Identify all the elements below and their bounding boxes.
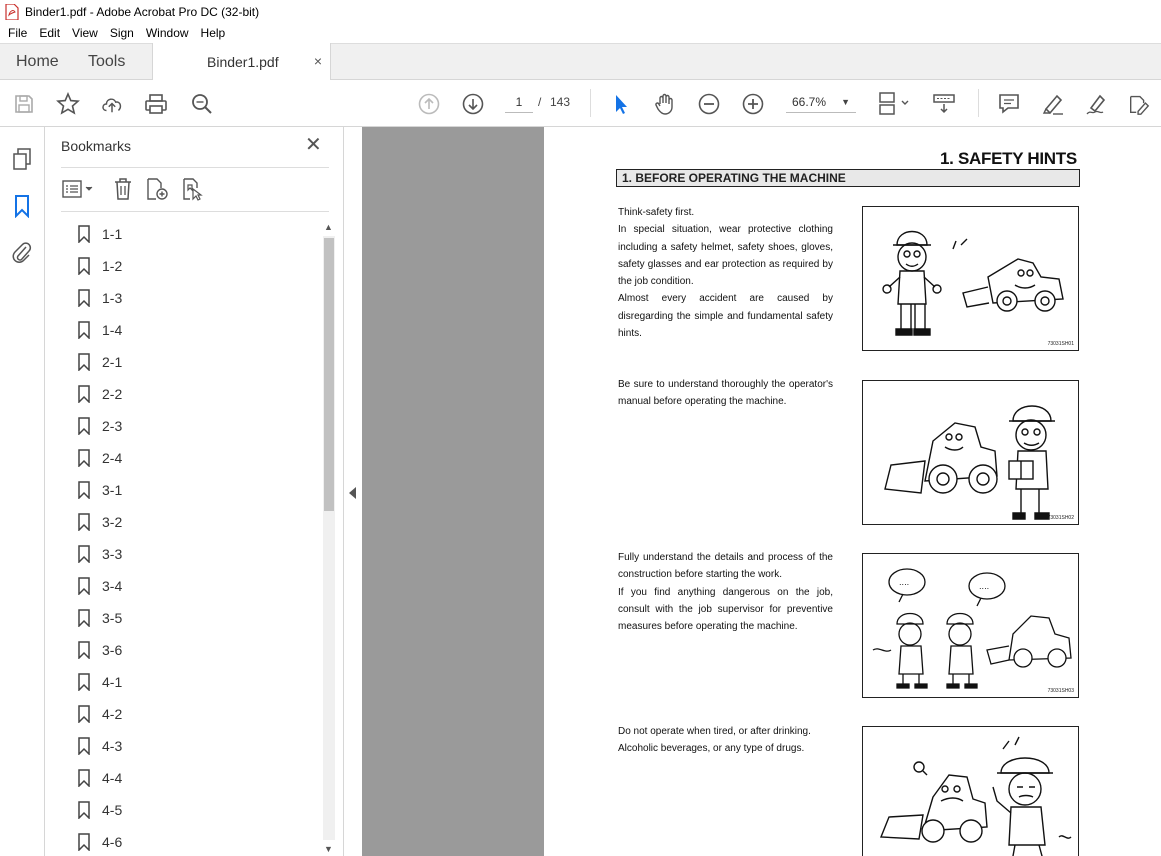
- menu-file[interactable]: File: [8, 26, 28, 40]
- bookmark-item[interactable]: [77, 701, 122, 727]
- save-icon[interactable]: [12, 92, 36, 116]
- bookmarks-panel-title: Bookmarks: [61, 138, 132, 154]
- document-viewer[interactable]: [362, 127, 1161, 856]
- text-block: [618, 549, 833, 635]
- zoom-level-dropdown[interactable]: [786, 91, 856, 113]
- attachment-paperclip-icon[interactable]: [10, 240, 34, 264]
- bookmark-item[interactable]: [77, 637, 122, 663]
- pdf-page: [544, 127, 1161, 856]
- bookmark-icon: [77, 321, 91, 339]
- select-cursor-icon[interactable]: [609, 92, 633, 116]
- bookmark-item[interactable]: [77, 669, 122, 695]
- panel-divider: [61, 211, 329, 212]
- scroll-down-icon[interactable]: ▼: [324, 844, 333, 854]
- comment-icon[interactable]: [997, 92, 1021, 116]
- tab-home[interactable]: Home: [16, 53, 59, 70]
- bookmark-label: 1-3: [102, 290, 123, 306]
- paragraph: Fully understand the details and process of the construction before starting the work.: [618, 552, 833, 581]
- bookmark-label: 3-2: [102, 514, 123, 530]
- bookmark-item[interactable]: [77, 221, 122, 247]
- tab-tools[interactable]: Tools: [88, 53, 126, 70]
- bookmark-label: 1-2: [102, 258, 123, 274]
- cloud-upload-icon[interactable]: [100, 92, 124, 116]
- bookmark-icon: [77, 225, 91, 243]
- bookmark-item[interactable]: [77, 285, 122, 311]
- hand-tool-icon[interactable]: [653, 92, 677, 116]
- bookmark-item[interactable]: [77, 445, 122, 471]
- scroll-up-icon[interactable]: ▲: [324, 222, 333, 232]
- bookmark-item[interactable]: [77, 573, 122, 599]
- bookmark-label: 2-3: [102, 418, 123, 434]
- bookmark-label: 1-1: [102, 226, 123, 242]
- bookmark-item[interactable]: [77, 413, 122, 439]
- bookmark-label: 4-1: [102, 674, 123, 690]
- menu-view[interactable]: View: [72, 26, 98, 40]
- bookmark-item[interactable]: [77, 797, 122, 823]
- bookmarks-toolbar: [61, 175, 329, 205]
- tab-document[interactable]: [152, 43, 331, 80]
- illustration-tired-worker: [862, 726, 1079, 856]
- bookmark-item[interactable]: [77, 381, 122, 407]
- bookmark-label: 2-2: [102, 386, 123, 402]
- bookmark-label: 4-2: [102, 706, 123, 722]
- paragraph: In special situation, wear protective clothing including a safety helmet, safety shoes, gloves, safety glasses and ear protection as required by the job condition.: [618, 224, 833, 288]
- bookmark-icon: [77, 257, 91, 275]
- bookmark-item[interactable]: [77, 317, 122, 343]
- navigation-rail: [0, 127, 45, 856]
- toolbar-divider: [590, 89, 591, 117]
- page-heading: 1. SAFETY HINTS: [940, 149, 1077, 168]
- tab-document-label: Binder1.pdf: [207, 54, 279, 70]
- bookmarks-panel: [45, 127, 344, 856]
- bookmark-icon: [77, 449, 91, 467]
- bookmark-icon: [77, 673, 91, 691]
- page-thumbnails-icon[interactable]: [10, 147, 34, 171]
- bookmark-icon: [77, 385, 91, 403]
- find-bookmark-icon[interactable]: [181, 177, 205, 201]
- bookmark-list: [45, 218, 325, 856]
- bookmark-icon: [77, 641, 91, 659]
- tab-bar: [0, 43, 1161, 80]
- title-bar: [0, 0, 1161, 23]
- menu-sign[interactable]: Sign: [109, 26, 134, 40]
- illustration-worker-and-loader: [862, 206, 1079, 351]
- bookmark-icon: [77, 769, 91, 787]
- bookmark-icon: [77, 737, 91, 755]
- menu-edit[interactable]: Edit: [39, 26, 61, 40]
- edit-pdf-icon[interactable]: [1127, 92, 1151, 116]
- bookmark-icon: [77, 577, 91, 595]
- panel-divider: [61, 167, 329, 168]
- zoom-in-icon[interactable]: [741, 92, 765, 116]
- bookmark-icon: [77, 545, 91, 563]
- bookmark-item[interactable]: [77, 253, 122, 279]
- zoom-out-icon[interactable]: [697, 92, 721, 116]
- menu-bar: [0, 23, 1161, 43]
- main-toolbar: [0, 80, 1161, 127]
- bookmark-icon: [77, 705, 91, 723]
- bookmark-label: 3-3: [102, 546, 123, 562]
- zoom-level-value: 66.7%: [792, 95, 827, 109]
- new-bookmark-icon[interactable]: [145, 177, 169, 201]
- bookmark-options-icon[interactable]: [61, 177, 97, 201]
- bookmark-label: 4-3: [102, 738, 123, 754]
- illustration-operator-manual: [862, 380, 1079, 525]
- bookmark-icon: [77, 289, 91, 307]
- acrobat-app-icon: [5, 4, 19, 20]
- paragraph: Think-safety first.: [618, 207, 695, 218]
- bookmark-icon: [77, 417, 91, 435]
- text-block: [618, 376, 833, 411]
- toolbar-divider: [978, 89, 979, 117]
- paragraph: Do not operate when tired, or after drinking.: [618, 726, 811, 737]
- bookmark-panel-icon[interactable]: [10, 194, 34, 218]
- paragraph: Be sure to understand thoroughly the operator's manual before operating the machine.: [618, 379, 833, 408]
- close-icon[interactable]: ✕: [305, 134, 322, 156]
- bookmark-item[interactable]: [77, 733, 122, 759]
- sign-pen-icon[interactable]: [1085, 92, 1109, 116]
- section-title: 1. BEFORE OPERATING THE MACHINE: [616, 169, 1080, 187]
- bookmark-label: 3-4: [102, 578, 123, 594]
- bookmark-item[interactable]: [77, 765, 122, 791]
- bookmark-icon: [77, 801, 91, 819]
- bookmark-label: 4-4: [102, 770, 123, 786]
- bookmark-label: 2-1: [102, 354, 123, 370]
- bookmark-label: 3-5: [102, 610, 123, 626]
- page-separator: /: [538, 95, 542, 109]
- menu-window[interactable]: Window: [145, 26, 189, 40]
- figure-code: 73031SH03: [1047, 688, 1074, 694]
- page-number-input[interactable]: 1: [505, 91, 533, 113]
- bookmark-icon: [77, 833, 91, 851]
- paragraph: Alcoholic beverages, or any type of drugs.: [618, 743, 805, 755]
- bookmark-item[interactable]: [77, 349, 122, 375]
- search-icon[interactable]: [190, 92, 214, 116]
- bookmark-item[interactable]: [77, 509, 122, 535]
- delete-bookmark-icon[interactable]: [111, 177, 135, 201]
- bookmark-icon: [77, 481, 91, 499]
- svg-text:....: ....: [899, 578, 910, 587]
- chevron-down-icon: ▼: [841, 97, 850, 107]
- bookmark-item[interactable]: [77, 541, 122, 567]
- page-total: 143: [550, 95, 571, 109]
- star-icon[interactable]: [56, 92, 80, 116]
- next-page-icon[interactable]: [461, 92, 485, 116]
- bookmark-item[interactable]: [77, 477, 122, 503]
- menu-help[interactable]: Help: [200, 26, 226, 40]
- bookmark-label: 4-5: [102, 802, 123, 818]
- bookmark-icon: [77, 353, 91, 371]
- figure-code: 73031SH02: [1047, 515, 1074, 521]
- page-fit-icon[interactable]: [876, 92, 912, 116]
- tab-close-icon[interactable]: ×: [313, 53, 322, 69]
- keyboard-scroll-icon[interactable]: [932, 92, 956, 116]
- collapse-arrow-icon[interactable]: [349, 487, 356, 499]
- bookmark-label: 3-6: [102, 642, 123, 658]
- bookmark-icon: [77, 609, 91, 627]
- figure-code: 73031SH01: [1047, 341, 1074, 347]
- bookmark-label: 2-4: [102, 450, 123, 466]
- previous-page-icon[interactable]: [417, 92, 441, 116]
- paragraph: If you find anything dangerous on the job, consult with the job supervisor for preventive measures before operating the machine.: [618, 586, 833, 633]
- illustration-consult-supervisor: [862, 553, 1079, 698]
- bookmark-label: 1-4: [102, 322, 123, 338]
- text-block: [618, 723, 833, 758]
- text-block: [618, 204, 833, 342]
- bookmark-item[interactable]: [77, 829, 122, 855]
- paragraph: Almost every accident are caused by disregarding the simple and fundamental safety hints.: [618, 293, 833, 340]
- print-icon[interactable]: [144, 92, 168, 116]
- bookmark-item[interactable]: [77, 605, 122, 631]
- panel-collapse-handle[interactable]: [345, 127, 362, 856]
- bookmark-label: 4-6: [102, 834, 123, 850]
- scrollbar-thumb[interactable]: [324, 238, 334, 511]
- bookmark-label: 3-1: [102, 482, 123, 498]
- svg-text:....: ....: [979, 582, 990, 591]
- window-title: Binder1.pdf - Adobe Acrobat Pro DC (32-bit): [25, 4, 260, 19]
- bookmarks-scrollbar[interactable]: [322, 220, 336, 856]
- highlight-pen-icon[interactable]: [1041, 92, 1065, 116]
- bookmark-icon: [77, 513, 91, 531]
